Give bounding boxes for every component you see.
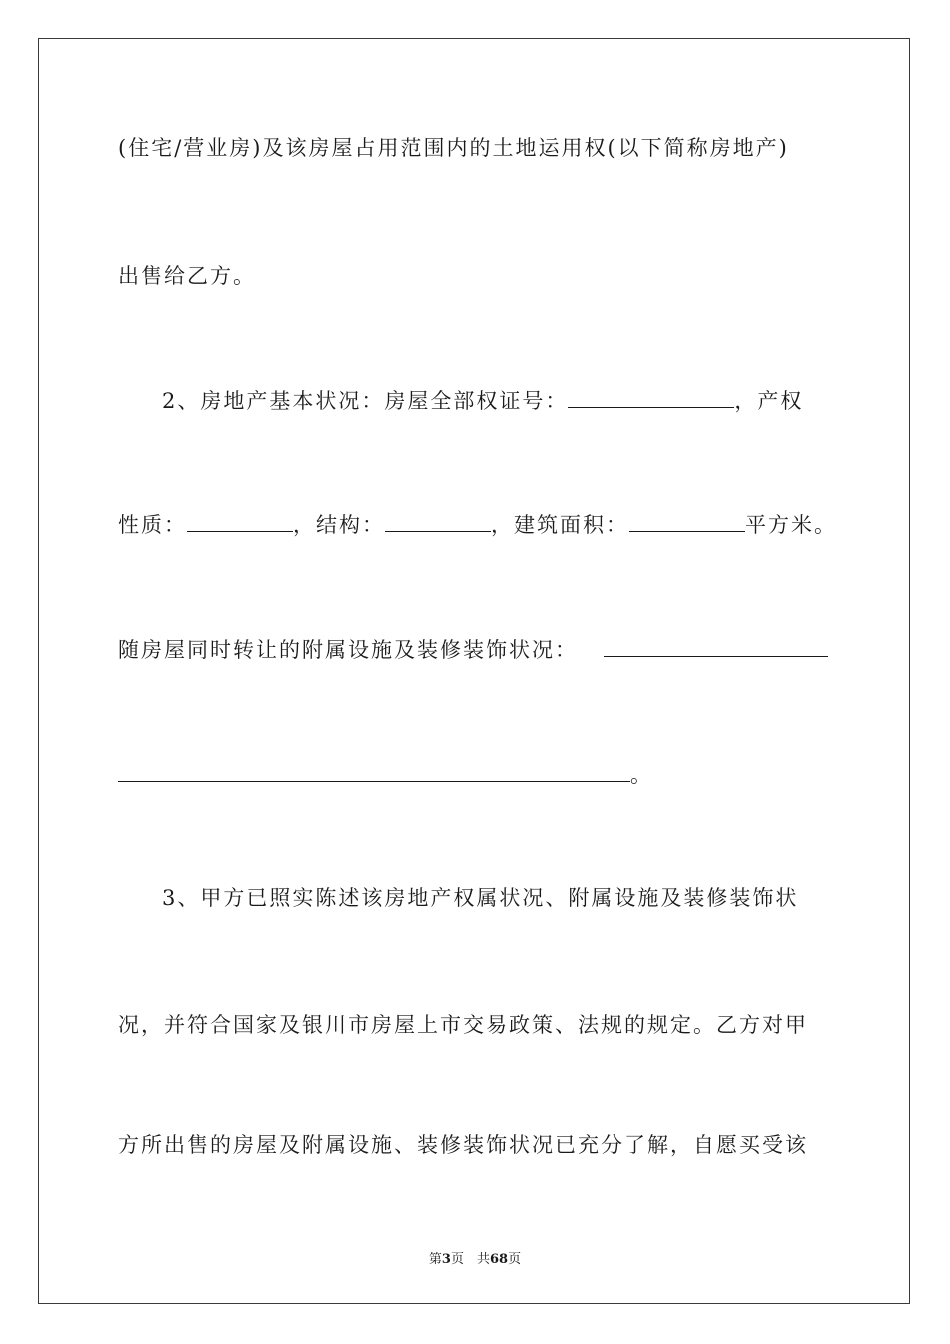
paragraph-line-2 — [118, 261, 256, 291]
property-nature-blank — [187, 511, 293, 532]
area-blank — [629, 511, 745, 532]
text: ，结构： — [293, 513, 385, 537]
facilities-blank-continued — [118, 761, 630, 782]
item-2-line-1 — [162, 386, 803, 416]
certificate-number-blank — [568, 387, 734, 408]
item-2-line-4 — [118, 760, 653, 790]
item-3-line-1 — [162, 883, 798, 913]
text: ，建筑面积： — [491, 513, 629, 537]
text: ，产权 — [734, 389, 804, 413]
footer-suffix: 页 — [508, 1252, 522, 1267]
text: 2、房地产基本状况：房屋全部权证号： — [162, 389, 569, 413]
page-border — [38, 38, 910, 1304]
text: 方所出售的房屋及附属设施、装修装饰状况已充分了解，自愿买受该 — [118, 1133, 808, 1157]
total-pages: 68 — [489, 1252, 509, 1267]
text: 随房屋同时转让的附属设施及装修装饰状况： — [118, 638, 578, 662]
item-3-line-3 — [118, 1130, 808, 1160]
text: 3、甲方已照实陈述该房地产权属状况、附属设施及装修装饰状 — [162, 886, 799, 910]
text: 出售给乙方。 — [118, 264, 256, 288]
current-page-number: 3 — [441, 1252, 451, 1267]
text: 性质： — [118, 513, 187, 537]
structure-blank — [385, 511, 491, 532]
item-2-line-2 — [118, 510, 837, 540]
paragraph-line-1 — [118, 133, 789, 163]
text: 况，并符合国家及银川市房屋上市交易政策、法规的规定。乙方对甲 — [118, 1013, 808, 1037]
text: 平方米。 — [745, 513, 837, 537]
page-footer — [0, 1248, 950, 1267]
item-3-line-2 — [118, 1010, 808, 1040]
text: 。 — [630, 763, 653, 787]
item-2-line-3 — [118, 635, 828, 665]
facilities-blank — [604, 636, 828, 657]
footer-prefix: 第 — [428, 1252, 442, 1267]
footer-mid: 页 共 — [450, 1252, 490, 1267]
text: (住宅/营业房)及该房屋占用范围内的土地运用权(以下简称房地产) — [118, 136, 789, 160]
